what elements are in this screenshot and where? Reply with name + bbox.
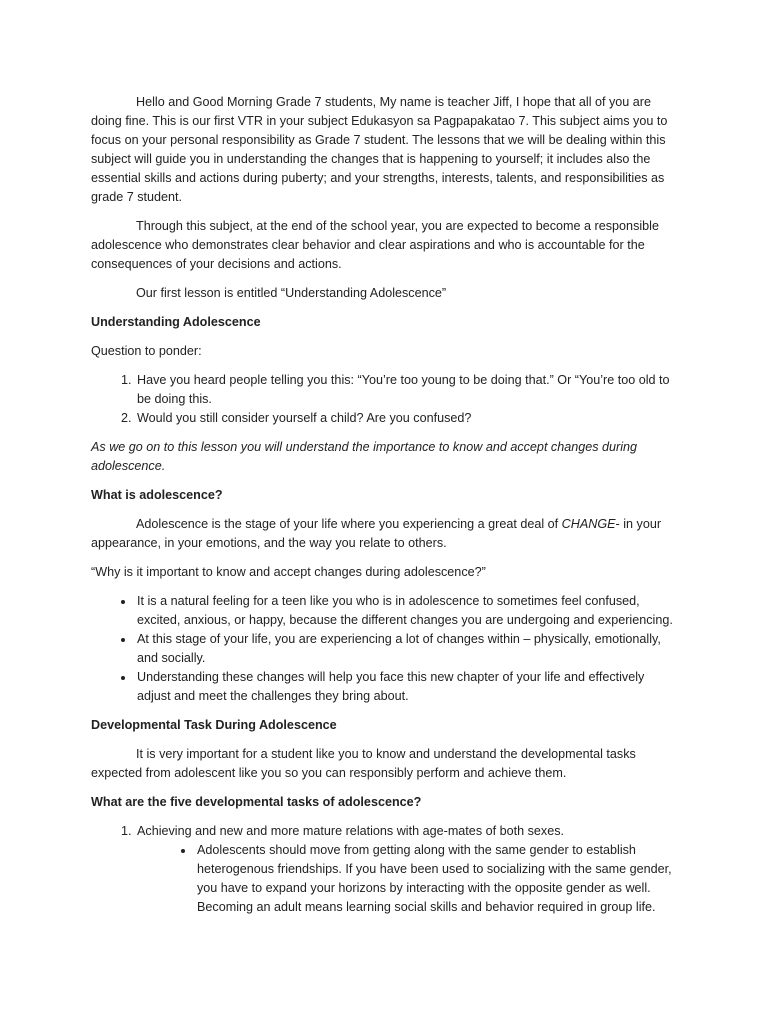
heading-developmental-task: Developmental Task During Adolescence xyxy=(91,718,337,732)
intro-paragraph-1: Hello and Good Morning Grade 7 students, My name is teacher Jiff, I hope that all of you are doing fine. This is our first VTR in your subject Edukasyon sa Pagpapakatao 7. This subject aims you to focus on your personal responsibility as Grade 7 student. The lessons that we will be dealing within this subject will guide you in understanding the changes that is happening to yourself; it includes also the essential skills and actions during puberty; and your strengths, interests, talents, and responsibilities as grade 7 student. xyxy=(91,95,668,204)
definition-text-end: - in your appearance, in your emotions, and the way you relate to others. xyxy=(91,517,662,550)
heading-understanding-adolescence: Understanding Adolescence xyxy=(91,315,261,329)
ponder-question: 2. Would you still consider yourself a child? Are you confused? xyxy=(135,409,681,428)
adolescence-definition xyxy=(91,515,681,553)
developmental-task-item xyxy=(135,822,681,917)
why-bullet: • Understanding these changes will help you face this new chapter of your life and effectively adjust and meet the challenges they bring about. xyxy=(135,668,681,706)
intro-paragraph-2: Through this subject, at the end of the school year, you are expected to become a responsible adolescence who demonstrates clear behavior and clear aspirations and who is accountable for the consequences of your decisions and actions. xyxy=(91,219,659,271)
task-details-list xyxy=(137,841,681,917)
task-detail: • Adolescents should move from getting along with the same gender to establish heterogenous friendships. If you have been used to socializing with the same gender, you have to expand your horizons by interacting with the opposite gender as well. Becoming an adult means learning social skills and behavior required in group life. xyxy=(195,841,681,917)
lesson-note: As we go on to this lesson you will understand the importance to know and accept changes during adolescence. xyxy=(91,440,638,473)
developmental-tasks-list xyxy=(91,822,681,917)
intro-paragraph-3: Our first lesson is entitled “Understanding Adolescence” xyxy=(136,286,447,300)
definition-emphasis: CHANGE xyxy=(561,517,616,531)
why-bullets-list xyxy=(91,592,681,706)
developmental-task-paragraph: It is very important for a student like you to know and understand the developmental tasks expected from adolescent like you so you can responsibly perform and achieve them. xyxy=(91,747,636,780)
document-page xyxy=(91,93,681,917)
heading-what-is-adolescence: What is adolescence? xyxy=(91,488,223,502)
why-bullet: • It is a natural feeling for a teen like you who is in adolescence to sometimes feel confused, excited, anxious, or happy, because the different changes you are undergoing and experiencing. xyxy=(135,592,681,630)
five-tasks-question: What are the five developmental tasks of adolescence? xyxy=(91,795,422,809)
definition-text-start: Adolescence is the stage of your life where you experiencing a great deal of xyxy=(136,517,562,531)
why-question: “Why is it important to know and accept changes during adolescence?” xyxy=(91,565,486,579)
task-title: Achieving and new and more mature relations with age-mates of both sexes. xyxy=(137,824,565,838)
ponder-question: 1. Have you heard people telling you this: “You’re too young to be doing that.” Or “You’re too old to be doing this. xyxy=(135,371,681,409)
why-bullet: • At this stage of your life, you are experiencing a lot of changes within – physically, emotionally, and socially. xyxy=(135,630,681,668)
question-to-ponder-label: Question to ponder: xyxy=(91,344,202,358)
ponder-questions-list xyxy=(91,371,681,428)
